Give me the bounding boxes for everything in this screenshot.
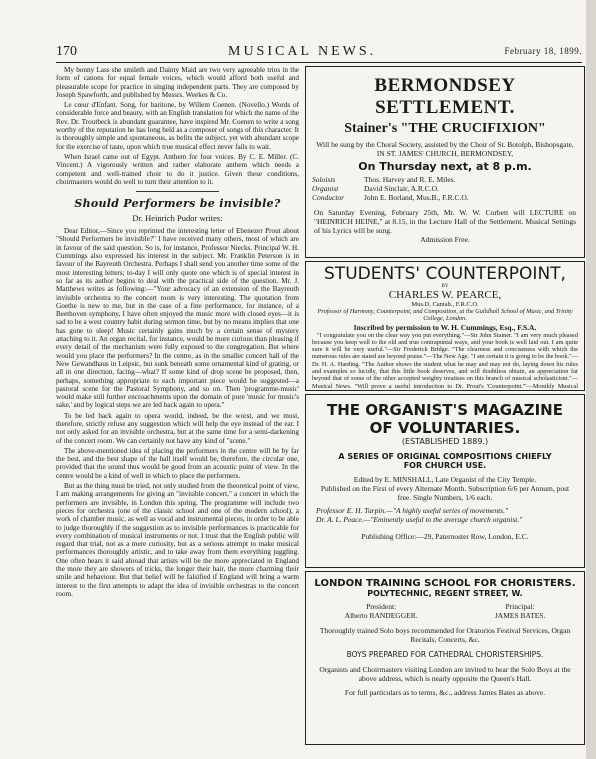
issue-date: February 18, 1899. [504, 46, 582, 56]
right-column [305, 66, 585, 752]
publication-title: MUSICAL NEWS. [228, 44, 377, 59]
article-paragraph: The above-mentioned idea of placing the performers in the centre will be by far the best, and the best shape of the hall itself would be, therefore, the circular one, provided that the sound thus would be good from an acoustic point of view. In the centre would be a kind of well in which to place the performers. [56, 446, 299, 480]
by-text: BY [441, 284, 449, 289]
inscribed-text: Inscribed by permission to W. H. Cummings, Esq., F.S.A. [353, 322, 537, 332]
quote-text: Professor E. H. Turpin.—"A highly useful series of movements." [316, 506, 509, 515]
officers-row [306, 602, 584, 620]
admission-text: Admission Free. [420, 235, 470, 244]
advert-title: OF VOLUNTARIES. [369, 419, 521, 437]
series-text: A SERIES OF ORIGINAL COMPOSITIONS CHIEFLY [338, 452, 552, 461]
published-text: Published on the First of every Alternate Month. Subscription 6/6 per Annum, post free. Single Numbers, 1/6 each. [320, 484, 570, 502]
advert-date-line: On Thursday next, at 8 p.m. [358, 160, 532, 173]
advert-text: Will be sung by the Choral Society, assisted by the Choir of St. Botolph, Bishopsgate, [316, 140, 574, 149]
president-block: President: Alberto RANDEGGER. [344, 602, 418, 620]
article-heading: Should Performers be invisible? [74, 197, 281, 211]
advert-text: Thoroughly trained Solo boys recommended for Oratorios Festival Services, Organ Recitals, Concerts, &c. [319, 626, 571, 644]
advert-subtitle: POLYTECHNIC, REGENT STREET, W. [367, 589, 523, 598]
left-column [56, 66, 299, 752]
performer-row: Organist David Sinclair, A.R.C.O. [312, 184, 439, 193]
series-text: FOR CHURCH USE. [403, 461, 487, 470]
review-paragraph: When Israel came out of Egypt. Anthem for four voices. By C. E. Miller. (C. Vincent.) A vigorously written and rather elaborate anthem which needs a competent and well-trained choir to do it justice. Given these conditions, choirmasters would do well to turn their attention to it. [56, 152, 299, 186]
article-paragraph: Dear Editor,—Since you reprinted the interesting letter of Ebenezer Prout about "Should Performers be invisible?" I have received many others, most of which are in favour of the said question. So is, for instance, Professor Niecks. Principal W. H. Cummings also expressed his interest in the subject. Mr. Franklin Peterson is in favour of the Bayreuth Orchestra. Perhaps I shall send you another time some of the most interesting letters; to-day I will only quote one which is of special interest in so far as its author begins to deal with the practical side of the question. Mr. J. Matthews writes as following:—"Your advocacy of an extension of the Bayreuth invisible orchestra to the concert room is very interesting. The quotation from Goethe is new to me, but in the case of a fine performance, for instance, of a Beethoven symphony, I have often enjoyed the music more with closed eyes—it is sad to be a west country habit during sermon time, but by no means implies that one has gone to sleep! Music certainly gains much by a certain sense of mystery attaching to it. An organ recital, for instance, would be more curious than pleasing if every detail of the mechanism were fully exposed to the congregation. But where would you place the performers? In the centre, as in the smaller concert hall of the New Gewandhaus in Leipsic, but sunk beneath some ornamental kind of grating, or all in one direction, facing—what? If some kind of drop scene be proposed, then, perhaps, something appropriate to each important piece would be suggested—a pastoral scene for the Pastoral Symphony, and so on. Then 'programme-music' would make still further encroachments upon the domain of pure 'music for music's sake,' and by logical steps we are led back again to opera." [56, 227, 299, 410]
performer-row: Soloists Thos. Harvey and R. E. Miles. [312, 175, 456, 184]
editor-text: Edited by E. MINSHALL, Late Organist of the City Temple. [353, 475, 537, 484]
performer-row: Conductor John E. Borland, Mus.B., F.R.C.O. [312, 193, 469, 202]
advert-text: Organists and Choirmasters visiting London are invited to hear the Solo Boys at the above address, which is nearly opposite the Queen's Hall. [319, 665, 571, 683]
article-paragraph: To be led back again to opera would, indeed, be the worst, and we must, therefore, strictly refuse any suggestion which will help the eye instead of the ear. I not only asked for an invisible orchestra, but at the same time for a semi-darkening of the concert room. We can certainly not have any kind of "scene." [56, 411, 299, 445]
author-name: CHARLES W. PEARCE, [388, 289, 502, 301]
advert-bermondsey [305, 66, 585, 258]
page-number: 170 [56, 44, 77, 59]
advert-organists-magazine [305, 394, 585, 568]
article-subheading: Dr. Heinrich Pudor writes: [132, 213, 223, 224]
review-paragraph: My bonny Lass she smileth and Dainty Maid are two very agreeable trios in the form of canons for equal female voices, which would afford both useful and pleasurable scope for practice in singing independent parts. They are composed by Joseph Spawforth, and published by Messrs. Weekes & Co. [56, 66, 299, 99]
advert-title: THE ORGANIST'S MAGAZINE [327, 401, 563, 419]
author-degrees: Mus.D. Cantab., F.R.C.O. [411, 301, 479, 308]
advert-text: BOYS PREPARED FOR CATHEDRAL CHORISTERSHIPS. [346, 650, 544, 659]
article-paragraph: But as the thing must be tried, not only studied from the theoretical point of view, I am making arrangements for giving an "invisible concert," a concert in which the performers are invisible, in London this spring. The programme will include two pieces for orchestra (one of the classic school and one of the modern school), a work of chamber music, as well as vocal and instrumental pieces, in order to be able to judge thoroughly if the suggestion as to invisible performances is practicable for every combination of musical instruments or not. I trust that the English public will regard that trial, not as a mere curiosity, but as a serious attempt to make musical performances thoroughly artistic, and to take away from them everything juggling. One often hears it said abroad that artists will be the more appreciated in England the more they are showers of tricks, the longer their hair, the more charming their smile and behaviour. But that belief will be falsified if England will bring a warm interest to the first attempts to adapt the idea of invisible orchestras to the concert room. [56, 482, 299, 598]
advert-counterpoint [305, 261, 585, 391]
page-header [56, 44, 582, 60]
review-paragraph: Le cœur d'Enfant. Song, for baritone, by Willem Coenen. (Novello.) Words of considerable force and beauty, with an English translation for which the name of the Rev. Dr. Troutbeck is abundant guarantee, have inspired Mr. Coenen to write a song worthy of the reputation he has long held as a composer of songs of this character. It is thoroughly simple and spontaneous, as befits the subject, yet with abundant scope for the exercise of taste, upon which true musical effect never fails to wait. [56, 101, 299, 151]
page-edge [586, 0, 596, 759]
advert-lecture-text: On Saturday Evening, February 25th, Mr. W. W. Corbett will LECTURE on "HEINRICH HEINE," at 8.15, in the Lecture Hall of the Settlement. Musical Settings of his Lyrics will be sung. [314, 208, 576, 235]
author-professor: Professor of Harmony, Counterpoint, and Composition, at the Guildhall School of Music, and Trinity College, London. [317, 308, 573, 323]
advert-subtitle: Stainer's "THE CRUCIFIXION" [344, 121, 546, 136]
office-text: Publishing Office:—29, Paternoster Row, London, E.C. [361, 532, 529, 541]
advert-text: For full particulars as to terms, &c., address James Bates as above. [344, 688, 546, 697]
header-rule [56, 62, 582, 63]
established-text: (ESTABLISHED 1889.) [401, 437, 489, 446]
quote-text: Dr. A. L. Peace.—"Eminently useful to the average church organist." [316, 515, 523, 524]
advert-title: STUDENTS' COUNTERPOINT, [324, 264, 566, 284]
section-divider [136, 191, 219, 192]
advert-title: LONDON TRAINING SCHOOL FOR CHORISTERS. [314, 578, 576, 589]
principal-block: Principal: JAMES BATES. [494, 602, 546, 620]
advert-training-school [305, 571, 585, 745]
advert-text: IN ST. JAMES' CHURCH, BERMONDSEY, [376, 149, 514, 158]
review-quotes: "I congratulate you on the clear way you put everything."—Sir John Stainer. "I am very much pleased because you keep well to the old and true contrapuntal ways, and your book is well laid out. I am quite sure it will be very useful."—Sir Frederick Bridge. "The clearness and conciseness with which the numerous rules are stated are beyond praise."—The New Age. "I am certain it is going to be the book."—Dr. H. A. Harding. "The Author shows the student what he may and may not do, laying down his rules and examples so lucidly, that this little book deserves, and will doubtless obtain, an appreciation far beyond that of some of the other accepted weighty treatises on this branch of musical scholasticism."—Musical News. "Will prove a useful introduction to Dr. Prout's 'Counterpoint.'"—Monthly Musical [312, 331, 578, 390]
advert-title: BERMONDSEY SETTLEMENT. [374, 75, 516, 118]
